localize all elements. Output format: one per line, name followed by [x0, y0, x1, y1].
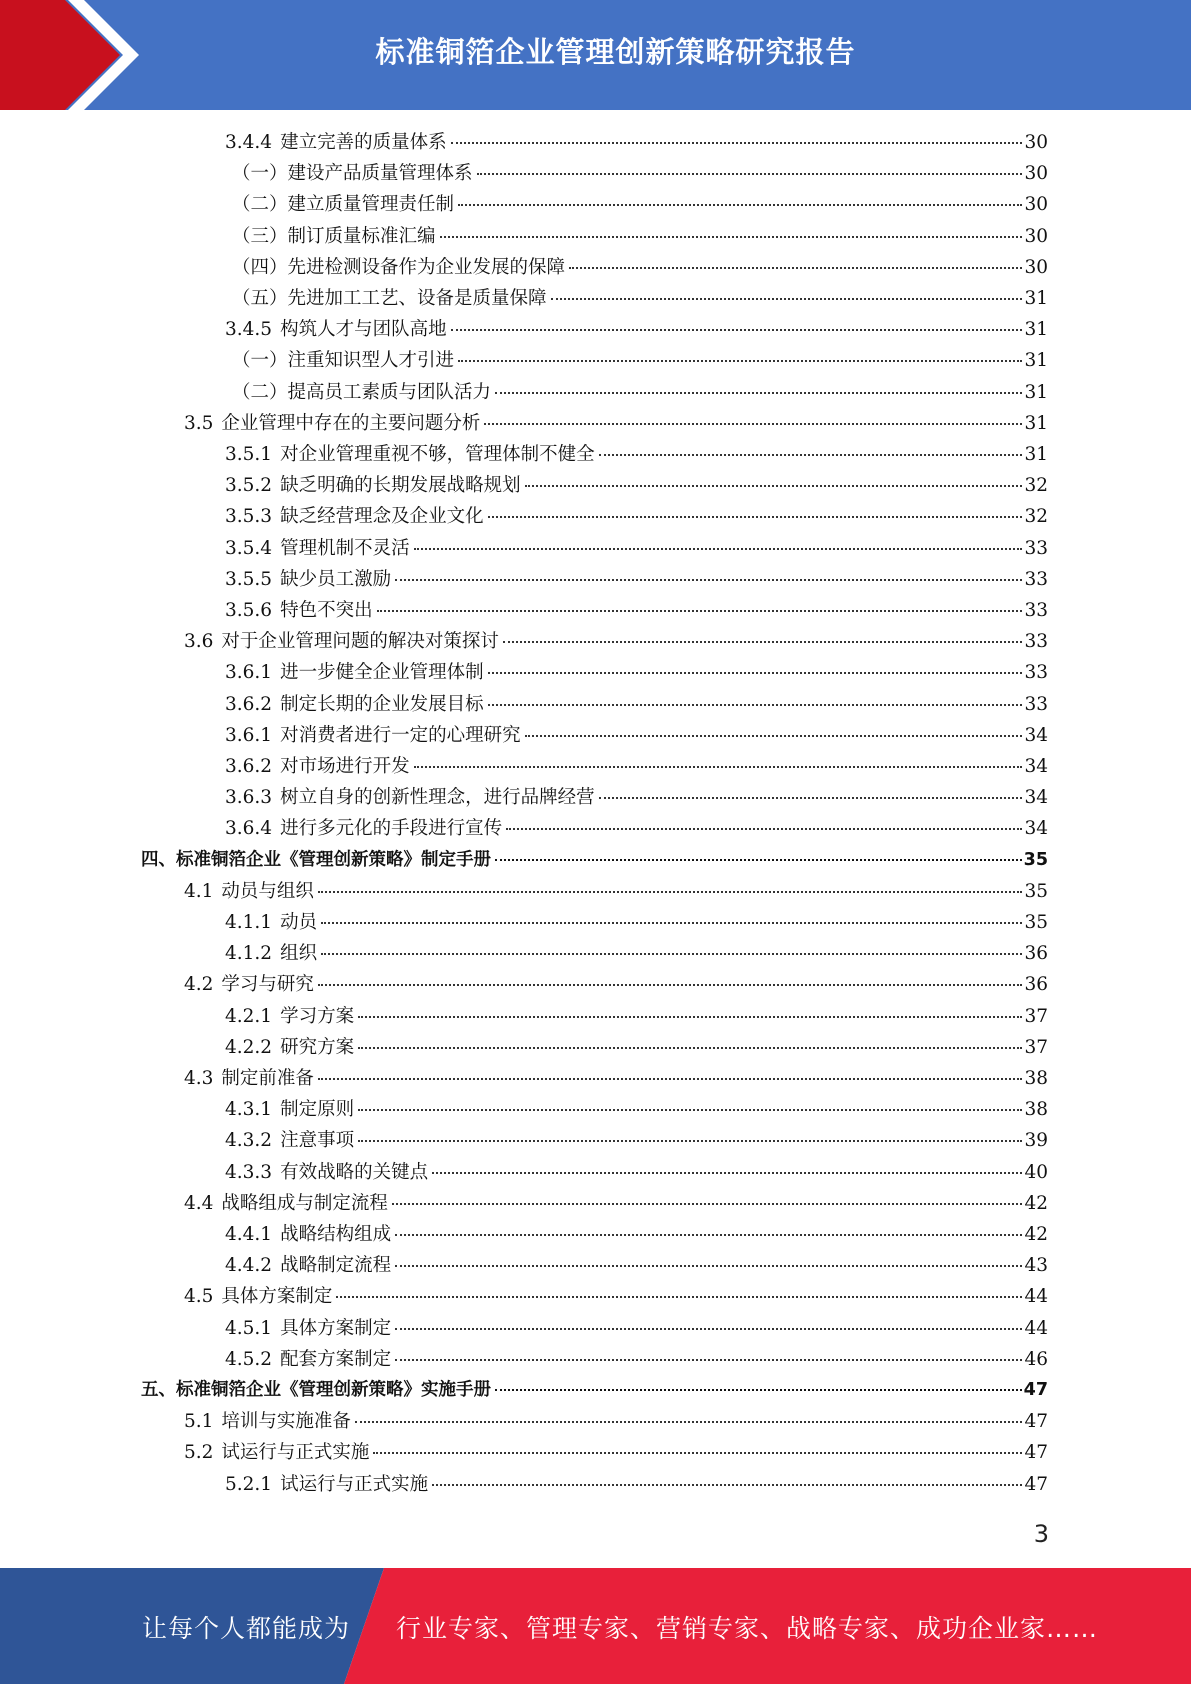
- toc-entry-page: 44: [1024, 1286, 1048, 1308]
- toc-dot-leader: [392, 1203, 1023, 1205]
- toc-entry-number: 4.1.1: [225, 912, 273, 933]
- toc-entry-page: 34: [1024, 756, 1048, 777]
- toc-entry-number: 3.4.4: [225, 132, 273, 153]
- toc-entry-number: 5.1: [184, 1411, 214, 1433]
- toc-entry-label: [225, 658, 484, 684]
- toc-entry-label: [225, 1470, 428, 1496]
- toc-entry-number: 3.6.2: [225, 756, 273, 777]
- toc-entry[interactable]: [225, 939, 1048, 970]
- toc-entry-text: 试运行与正式实施: [221, 1442, 370, 1464]
- toc-dot-leader: [495, 1389, 1022, 1391]
- toc-entry-label: [232, 222, 436, 248]
- toc-entry-text: 学习方案: [280, 1005, 355, 1027]
- toc-entry-page: 32: [1024, 475, 1048, 497]
- toc-dot-leader: [395, 1359, 1022, 1361]
- toc-entry-text: （二）提高员工素质与团队活力: [232, 381, 492, 403]
- toc-entry-label: [225, 939, 317, 965]
- toc-entry-number: 3.6: [184, 631, 214, 653]
- toc-entry-label: [225, 814, 502, 840]
- toc-entry-text: 注意事项: [280, 1130, 355, 1152]
- toc-entry-page: 33: [1024, 568, 1048, 590]
- toc-entry[interactable]: [225, 502, 1048, 533]
- toc-entry-page: 47: [1023, 1380, 1048, 1400]
- toc-entry-page: 46: [1024, 1348, 1048, 1370]
- toc-entry[interactable]: [225, 1095, 1048, 1126]
- toc-entry-label: [225, 1095, 354, 1121]
- toc-entry-number: 4.1.2: [225, 943, 273, 965]
- toc-entry-text: 培训与实施准备: [221, 1411, 351, 1433]
- toc-entry-number: 3.5.1: [225, 444, 273, 465]
- toc-dot-leader: [495, 392, 1022, 394]
- toc-dot-leader: [495, 859, 1022, 861]
- toc-entry-number: 4.3.1: [225, 1099, 273, 1121]
- toc-entry-page: 30: [1024, 194, 1048, 216]
- toc-entry-number: 3.4.5: [225, 319, 273, 341]
- toc-entry-number: 3.6.2: [225, 693, 273, 715]
- toc-entry-page: 37: [1024, 1036, 1048, 1058]
- toc-entry-page: 42: [1024, 1192, 1048, 1214]
- toc-entry-page: 33: [1024, 693, 1048, 715]
- toc-entry-text: 具体方案制定: [221, 1286, 333, 1308]
- toc-entry-number: 4.4.2: [225, 1255, 273, 1277]
- toc-dot-leader: [458, 360, 1022, 362]
- toc-entry-label: [184, 1282, 332, 1308]
- toc-entry-number: 3.5.2: [225, 475, 273, 497]
- toc-entry-label: [225, 1314, 391, 1340]
- toc-entry-number: 4.2.1: [225, 1005, 273, 1027]
- toc-dot-leader: [318, 891, 1023, 893]
- toc-entry-number: 3.5.6: [225, 600, 273, 621]
- toc-entry-page: 35: [1023, 849, 1048, 870]
- toc-entry-page: 34: [1024, 724, 1048, 746]
- toc-entry-label: [225, 1345, 391, 1371]
- toc-entry-number: 4.3.2: [225, 1130, 273, 1152]
- toc-dot-leader: [477, 173, 1023, 175]
- toc-entry-text: 战略组成与制定流程: [221, 1192, 388, 1214]
- toc-entry-text: 战略制定流程: [280, 1255, 392, 1277]
- toc-dot-leader: [551, 298, 1023, 300]
- toc-entry-page: 36: [1024, 943, 1048, 965]
- toc-entry-page: 39: [1024, 1130, 1048, 1152]
- toc-entry[interactable]: [225, 471, 1048, 502]
- toc-entry-number: 4.4: [184, 1192, 214, 1214]
- toc-entry-label: [225, 502, 484, 528]
- toc-entry-number: 3.5.5: [225, 568, 273, 590]
- toc-entry-text: 建立完善的质量体系: [280, 132, 447, 153]
- toc-dot-leader: [451, 329, 1023, 331]
- toc-dot-leader: [358, 1109, 1022, 1111]
- toc-entry-label: [225, 596, 373, 622]
- toc-dot-leader: [321, 953, 1022, 955]
- toc-entry-page: 37: [1024, 1005, 1048, 1027]
- toc-entry-number: 3.5.3: [225, 506, 273, 528]
- toc-dot-leader: [318, 984, 1023, 986]
- toc-dot-leader: [484, 423, 1022, 425]
- toc-dot-leader: [525, 485, 1023, 487]
- toc-entry[interactable]: [225, 752, 1048, 783]
- toc-entry[interactable]: [184, 1407, 1048, 1438]
- toc-entry-text: 制定长期的企业发展目标: [280, 693, 484, 715]
- toc-entry-page: 34: [1024, 787, 1048, 809]
- toc-entry-number: 3.6.4: [225, 818, 273, 840]
- toc-entry-number: 3.6.1: [225, 724, 273, 746]
- toc-entry-number: 3.6.1: [225, 662, 273, 684]
- toc-entry-label: [225, 440, 595, 466]
- toc-dot-leader: [440, 236, 1023, 238]
- toc-entry-number: 3.5: [184, 412, 214, 434]
- toc-entry-text: 对市场进行开发: [280, 756, 410, 777]
- toc-entry-page: 38: [1024, 1068, 1048, 1089]
- toc-entry-number: 3.6.3: [225, 787, 273, 809]
- toc-entry[interactable]: [225, 1470, 1048, 1501]
- toc-dot-leader: [318, 1078, 1023, 1080]
- toc-dot-leader: [432, 1172, 1022, 1174]
- toc-entry[interactable]: [225, 721, 1048, 752]
- toc-entry-text: 有效战略的关键点: [280, 1161, 429, 1183]
- toc-entry-page: 31: [1024, 350, 1048, 372]
- toc-dot-leader: [373, 1452, 1022, 1454]
- toc-entry-text: 学习与研究: [221, 974, 314, 996]
- toc-dot-leader: [599, 454, 1023, 456]
- toc-dot-leader: [395, 579, 1022, 581]
- toc-entry-text: 动员与组织: [221, 880, 314, 902]
- toc-entry-number: 4.2.2: [225, 1036, 273, 1058]
- toc-entry-text: 研究方案: [280, 1036, 355, 1058]
- toc-entry-number: 4.5.2: [225, 1348, 273, 1370]
- toc-entry-text: 战略结构组成: [280, 1224, 392, 1245]
- toc-entry-text: 对于企业管理问题的解决对策探讨: [221, 631, 499, 653]
- toc-entry-page: 43: [1024, 1255, 1048, 1277]
- toc-entry-text: 特色不突出: [280, 600, 373, 621]
- toc-entry-label: [225, 690, 484, 716]
- toc-entry-label: [225, 721, 521, 747]
- toc-entry-text: 进行多元化的手段进行宣传: [280, 818, 503, 840]
- toc-entry-page: 31: [1024, 288, 1048, 309]
- toc-entry-label: [184, 627, 499, 653]
- toc-entry-page: 38: [1024, 1099, 1048, 1121]
- toc-entry-label: [225, 752, 410, 778]
- toc-dot-leader: [599, 797, 1023, 799]
- toc-entry-number: 4.3: [184, 1068, 214, 1089]
- toc-entry[interactable]: [225, 690, 1048, 721]
- toc-entry[interactable]: [225, 440, 1048, 471]
- toc-entry-page: 32: [1024, 506, 1048, 528]
- toc-entry-page: 30: [1024, 256, 1048, 278]
- toc-entry-label: [232, 346, 454, 372]
- toc-entry-number: 4.3.3: [225, 1161, 273, 1183]
- toc-dot-leader: [451, 142, 1023, 144]
- toc-entry-page: 47: [1024, 1411, 1048, 1433]
- toc-dot-leader: [355, 1421, 1023, 1423]
- toc-entry[interactable]: [232, 190, 1048, 221]
- toc-dot-leader: [488, 516, 1023, 518]
- toc-entry-number: 4.1: [184, 880, 214, 902]
- toc-dot-leader: [358, 1047, 1022, 1049]
- toc-entry-label: [225, 315, 447, 341]
- toc-dot-leader: [503, 641, 1023, 643]
- toc-entry-text: 四、标准铜箔企业《管理创新策略》制定手册: [141, 849, 491, 870]
- toc-entry-page: 34: [1024, 818, 1048, 840]
- toc-entry-page: 33: [1024, 662, 1048, 684]
- toc-entry-label: [225, 565, 391, 591]
- toc-entry-label: [225, 1158, 428, 1184]
- toc-entry-text: 试运行与正式实施: [280, 1473, 429, 1495]
- toc-dot-leader: [432, 1484, 1022, 1486]
- toc-entry[interactable]: [232, 253, 1048, 284]
- toc-entry[interactable]: [225, 534, 1048, 565]
- toc-dot-leader: [395, 1234, 1022, 1236]
- toc-entry-text: 制定前准备: [221, 1068, 314, 1089]
- toc-entry-text: 制定原则: [280, 1099, 355, 1121]
- toc-entry[interactable]: [225, 1158, 1048, 1189]
- toc-entry-label: [232, 159, 473, 185]
- toc-dot-leader: [506, 828, 1022, 830]
- toc-entry[interactable]: [225, 1002, 1048, 1033]
- toc-dot-leader: [414, 548, 1023, 550]
- toc-dot-leader: [458, 204, 1022, 206]
- toc-entry[interactable]: [232, 222, 1048, 253]
- toc-entry-text: 进一步健全企业管理体制: [280, 662, 484, 684]
- toc-entry-label: [141, 1376, 491, 1401]
- toc-entry-label: [184, 1407, 351, 1433]
- toc-dot-leader: [336, 1296, 1022, 1298]
- toc-entry[interactable]: [225, 1033, 1048, 1064]
- toc-entry-text: 缺少员工激励: [280, 568, 392, 590]
- toc-dot-leader: [321, 922, 1022, 924]
- toc-entry-page: 47: [1024, 1473, 1048, 1495]
- toc-entry[interactable]: [225, 596, 1048, 627]
- toc-entry-text: 对消费者进行一定的心理研究: [280, 724, 521, 746]
- toc-entry-number: 4.5: [184, 1286, 214, 1308]
- toc-entry[interactable]: [225, 783, 1048, 814]
- toc-entry[interactable]: [184, 1438, 1048, 1469]
- toc-entry[interactable]: [225, 1314, 1048, 1345]
- toc-entry-page: 31: [1024, 412, 1048, 434]
- toc-dot-leader: [358, 1140, 1022, 1142]
- toc-entry-text: 具体方案制定: [280, 1317, 392, 1339]
- toc-entry-text: 构筑人才与团队高地: [280, 319, 447, 341]
- toc-dot-leader: [569, 267, 1022, 269]
- toc-entry-label: [225, 1220, 391, 1246]
- toc-entry-label: [225, 1251, 391, 1277]
- toc-entry-number: 4.5.1: [225, 1317, 273, 1339]
- toc-entry-text: （二）建立质量管理责任制: [232, 194, 455, 216]
- toc-entry-text: 对企业管理重视不够，管理体制不健全: [280, 444, 595, 465]
- toc-entry-label: [232, 378, 491, 404]
- toc-entry-label: [232, 190, 454, 216]
- toc-entry-text: 树立自身的创新性理念，进行品牌经营: [280, 787, 595, 809]
- toc-entry-number: 4.2: [184, 974, 214, 996]
- document-title: 标准铜箔企业管理创新策略研究报告: [375, 35, 856, 69]
- toc-entry-text: （一）注重知识型人才引进: [232, 350, 455, 372]
- toc-entry-page: 31: [1024, 319, 1048, 341]
- toc-dot-leader: [488, 704, 1023, 706]
- toc-entry-page: 40: [1024, 1161, 1048, 1183]
- toc-entry-label: [184, 409, 480, 435]
- toc-entry-label: [232, 253, 565, 279]
- toc-entry-text: 动员: [280, 912, 318, 933]
- toc-entry-page: 33: [1024, 537, 1048, 559]
- toc-entry-label: [225, 1033, 354, 1059]
- toc-entry[interactable]: [184, 1189, 1048, 1220]
- toc-entry[interactable]: [184, 1064, 1048, 1095]
- toc-dot-leader: [377, 610, 1023, 612]
- page-number: 3: [1033, 1520, 1049, 1548]
- toc-entry-text: 企业管理中存在的主要问题分析: [221, 412, 481, 434]
- toc-entry-number: 5.2: [184, 1442, 214, 1464]
- toc-entry-page: 35: [1024, 912, 1048, 933]
- toc-entry[interactable]: [184, 627, 1048, 658]
- toc-entry-page: 36: [1024, 974, 1048, 996]
- toc-entry-label: [225, 908, 317, 934]
- toc-entry[interactable]: [225, 1345, 1048, 1376]
- toc-entry[interactable]: [141, 846, 1048, 877]
- toc-entry-text: （一）建设产品质量管理体系: [232, 163, 473, 185]
- toc-entry-label: [184, 1438, 369, 1464]
- toc-dot-leader: [395, 1265, 1022, 1267]
- toc-entry-text: 组织: [280, 943, 318, 965]
- page-header: [0, 0, 1191, 110]
- toc-entry[interactable]: [232, 159, 1048, 190]
- toc-entry-label: [225, 471, 521, 497]
- toc-dot-leader: [414, 766, 1023, 768]
- toc-entry-page: 31: [1024, 444, 1048, 465]
- toc-entry-page: 33: [1024, 631, 1048, 653]
- toc-entry[interactable]: [232, 284, 1048, 315]
- toc-entry-label: [232, 284, 547, 310]
- toc-entry-page: 30: [1024, 132, 1048, 153]
- toc-dot-leader: [525, 735, 1023, 737]
- toc-entry-text: 缺乏明确的长期发展战略规划: [280, 475, 521, 497]
- toc-entry[interactable]: [225, 565, 1048, 596]
- toc-entry-label: [225, 534, 410, 560]
- toc-dot-leader: [488, 672, 1023, 674]
- toc-entry-number: 3.5.4: [225, 537, 273, 559]
- toc-entry-number: 5.2.1: [225, 1473, 273, 1495]
- toc-entry-label: [184, 877, 314, 903]
- toc-entry[interactable]: [232, 378, 1048, 409]
- toc-entry[interactable]: [232, 346, 1048, 377]
- toc-entry[interactable]: [184, 1282, 1048, 1313]
- toc-entry[interactable]: [225, 814, 1048, 845]
- toc-entry-label: [225, 783, 595, 809]
- toc-entry-label: [225, 1002, 354, 1028]
- toc-entry-text: 五、标准铜箔企业《管理创新策略》实施手册: [141, 1380, 491, 1400]
- toc-entry-text: 管理机制不灵活: [280, 537, 410, 559]
- toc-entry[interactable]: [225, 658, 1048, 689]
- toc-entry-label: [225, 1126, 354, 1152]
- toc-entry-page: 35: [1024, 880, 1048, 902]
- toc-entry-label: [184, 970, 314, 996]
- toc-entry-text: （三）制订质量标准汇编: [232, 225, 436, 247]
- toc-entry-label: [141, 846, 491, 871]
- toc-entry-number: 4.4.1: [225, 1224, 273, 1245]
- toc-entry[interactable]: [225, 128, 1048, 159]
- footer-slogan-right: 行业专家、管理专家、营销专家、战略专家、成功企业家……: [396, 1614, 1099, 1643]
- toc-dot-leader: [395, 1328, 1022, 1330]
- toc-entry[interactable]: [225, 1126, 1048, 1157]
- toc-dot-leader: [358, 1016, 1022, 1018]
- toc-entry-label: [225, 128, 447, 154]
- toc-entry[interactable]: [184, 877, 1048, 908]
- toc-entry-page: 44: [1024, 1317, 1048, 1339]
- toc-entry[interactable]: [225, 1251, 1048, 1282]
- toc-entry-page: 33: [1024, 600, 1048, 621]
- toc-entry[interactable]: [184, 409, 1048, 440]
- toc-entry-text: （四）先进检测设备作为企业发展的保障: [232, 256, 566, 278]
- toc-entry-text: 配套方案制定: [280, 1348, 392, 1370]
- toc-entry[interactable]: [225, 908, 1048, 939]
- toc-entry-page: 47: [1024, 1442, 1048, 1464]
- toc-entry-label: [184, 1064, 314, 1090]
- toc-entry[interactable]: [141, 1376, 1048, 1407]
- toc-entry[interactable]: [184, 970, 1048, 1001]
- footer-slogan-left: 让每个人都能成为: [142, 1614, 351, 1643]
- page-footer: [0, 1568, 1191, 1684]
- toc-entry-page: 30: [1024, 225, 1048, 247]
- toc-entry-text: 缺乏经营理念及企业文化: [280, 506, 484, 528]
- toc-entry-page: 31: [1024, 381, 1048, 403]
- toc-entry-page: 30: [1024, 163, 1048, 185]
- toc-entry-page: 42: [1024, 1224, 1048, 1245]
- toc-entry[interactable]: [225, 1220, 1048, 1251]
- toc-entry[interactable]: [225, 315, 1048, 346]
- toc-entry-text: （五）先进加工工艺、设备是质量保障: [232, 288, 547, 309]
- toc-entry-label: [184, 1189, 388, 1215]
